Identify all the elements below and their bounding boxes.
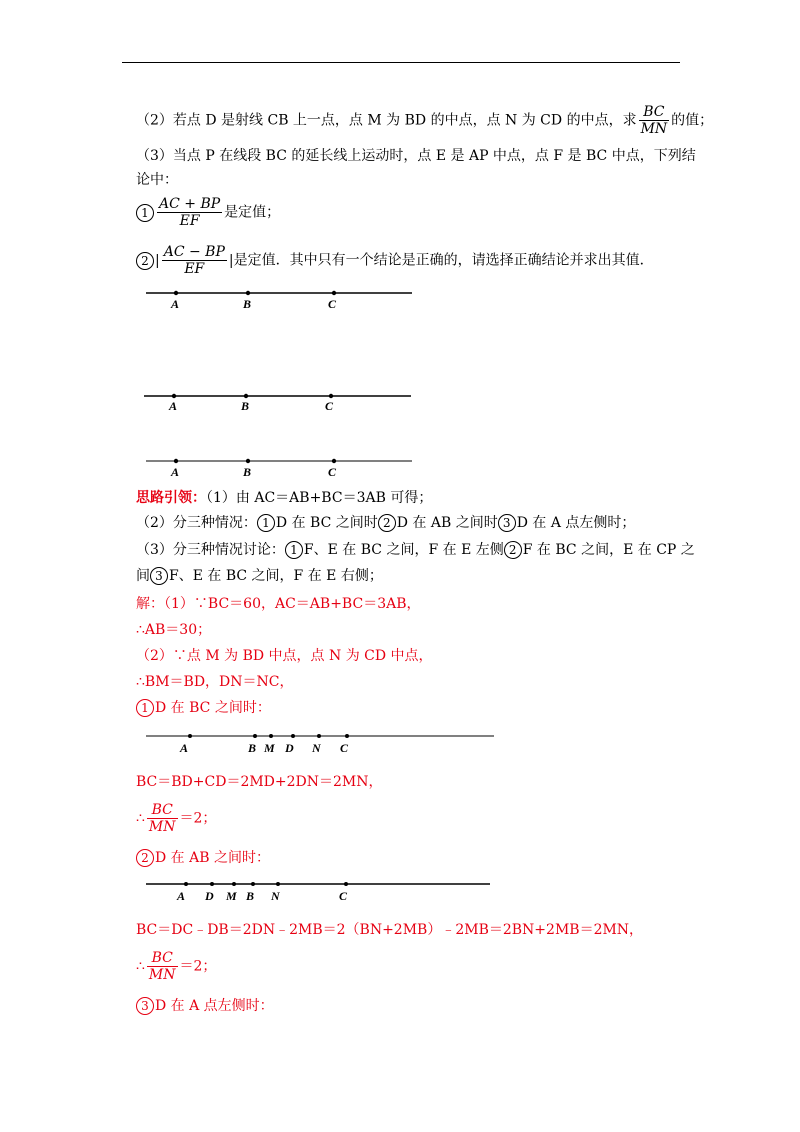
solution-case2-heading: [136, 848, 270, 868]
fraction-numerator: AC + BP: [159, 196, 221, 212]
label-m: M: [226, 889, 237, 903]
hint-text: （2）分三种情况：: [136, 515, 257, 531]
number-line-case1: [0, 728, 800, 758]
label-c: C: [328, 465, 337, 479]
hint-text: 间: [136, 568, 150, 584]
solution-line1: 解：（1）∵BC＝60，AC＝AB+BC＝3AB，: [136, 596, 421, 612]
label-a: A: [169, 399, 178, 413]
conclusion-1-text: 是定值；: [224, 204, 281, 221]
fraction-bc-mn: [147, 950, 178, 983]
fraction-acbp-ef-diff: [162, 244, 227, 277]
label-m: M: [264, 741, 275, 755]
abs-bar-right: |: [228, 252, 234, 269]
label-c: C: [340, 741, 349, 755]
label-c: C: [325, 399, 334, 413]
number-line-figure-2: [0, 388, 800, 418]
circled-number: 2: [136, 849, 154, 867]
fraction-denominator: EF: [179, 213, 200, 229]
hint-case: F、E 在 BC 之间，F 在 E 左侧: [303, 542, 504, 558]
conclusion-2-text: 是定值．其中只有一个结论是正确的，请选择正确结论并求出其值．: [233, 252, 654, 269]
circled-number: 1: [257, 514, 275, 532]
solution-line4: ∴BM＝BD，DN＝NC，: [136, 674, 294, 690]
label-a: A: [171, 465, 180, 479]
part2-question: [136, 104, 713, 137]
hint-text: （3）分三种情况讨论：: [136, 542, 285, 558]
solution-line3: （2）∵点 M 为 BD 中点，点 N 为 CD 中点，: [136, 648, 433, 664]
hint-case: D 在 AB 之间时: [396, 515, 498, 531]
label-b: B: [246, 889, 255, 903]
label-n: N: [312, 741, 321, 755]
fraction-denominator: MN: [148, 819, 176, 835]
number-line-figure-3: [0, 452, 800, 480]
label-n: N: [271, 889, 280, 903]
hint-case: F 在 BC 之间，E 在 CP 之: [522, 542, 695, 558]
label-c: C: [339, 889, 348, 903]
fraction-bc-mn: [639, 104, 670, 137]
label-c: C: [328, 297, 337, 311]
label-b: B: [243, 465, 252, 479]
case-text: D 在 AB 之间时：: [155, 850, 270, 866]
therefore-symbol: ∴: [136, 958, 145, 975]
hint-case: D 在 A 点左侧时；: [516, 515, 636, 531]
part2-question-text: （2）若点 D 是射线 CB 上一点，点 M 为 BD 的中点，点 N 为 CD 的中点，求: [136, 112, 637, 129]
circled-number: 2: [378, 514, 396, 532]
solution-case1-equation: BC＝BD+CD＝2MD+2DN＝2MN，: [136, 774, 383, 790]
fraction-denominator: EF: [184, 261, 205, 277]
label-b: B: [241, 399, 250, 413]
conclusion-1: [136, 196, 280, 229]
solution-line2: ∴AB＝30；: [136, 622, 212, 638]
circled-number: 1: [136, 699, 154, 717]
hint-case: F、E 在 BC 之间，F 在 E 右侧；: [169, 568, 383, 584]
label-b: B: [248, 741, 257, 755]
part2-question-tail: 的值；: [671, 112, 714, 129]
solution-case1-result: [136, 802, 216, 835]
header-rule: [122, 62, 680, 63]
hint-case: D 在 BC 之间时: [275, 515, 378, 531]
hint-line2: [136, 513, 635, 533]
circled-number: 3: [150, 567, 168, 585]
number-line-case2: [0, 876, 800, 906]
circled-number: 2: [136, 252, 154, 270]
result-text: ＝2；: [179, 958, 217, 975]
circled-number: 2: [504, 541, 522, 559]
label-d: D: [285, 741, 294, 755]
fraction-bc-mn: [147, 802, 178, 835]
therefore-symbol: ∴: [136, 810, 145, 827]
label-a: A: [171, 297, 180, 311]
case-text: D 在 A 点左侧时：: [155, 998, 274, 1014]
circled-number: 3: [498, 514, 516, 532]
solution-case3-heading: [136, 996, 274, 1016]
part3-question-line1: （3）当点 P 在线段 BC 的延长线上运动时，点 E 是 AP 中点，点 F 是 BC 中点，下列结: [136, 148, 696, 164]
hint-line3: [136, 540, 695, 560]
label-b: B: [243, 297, 252, 311]
case-text: D 在 BC 之间时：: [155, 700, 271, 716]
hint-line1: [136, 488, 432, 508]
fraction-denominator: MN: [640, 121, 668, 137]
solution-case2-equation: BC＝DC﹣DB＝2DN﹣2MB＝2（BN+2MB）﹣2MB＝2BN+2MB＝2MN，: [136, 922, 644, 938]
solution-case2-result: [136, 950, 216, 983]
abs-bar-left: |: [155, 252, 160, 269]
hint-title: 思路引领：: [136, 490, 206, 506]
conclusion-2: [136, 244, 654, 277]
fraction-numerator: BC: [639, 104, 670, 121]
fraction-acbp-ef: [157, 196, 222, 229]
result-text: ＝2；: [179, 810, 217, 827]
circled-number: 1: [136, 204, 154, 222]
part3-question-line2: 论中：: [136, 172, 178, 188]
hint-line4: [136, 566, 383, 586]
solution-case1-heading: [136, 698, 271, 718]
hint-text: （1）由 AC＝AB+BC＝3AB 可得；: [206, 490, 433, 506]
label-a: A: [180, 741, 189, 755]
label-a: A: [177, 889, 186, 903]
fraction-numerator: BC: [147, 802, 178, 819]
fraction-denominator: MN: [148, 967, 176, 983]
number-line-figure-1: [0, 284, 800, 314]
label-d: D: [205, 889, 214, 903]
fraction-numerator: BC: [147, 950, 178, 967]
fraction-numerator: AC − BP: [163, 244, 225, 260]
circled-number: 3: [136, 997, 154, 1015]
circled-number: 1: [285, 541, 303, 559]
